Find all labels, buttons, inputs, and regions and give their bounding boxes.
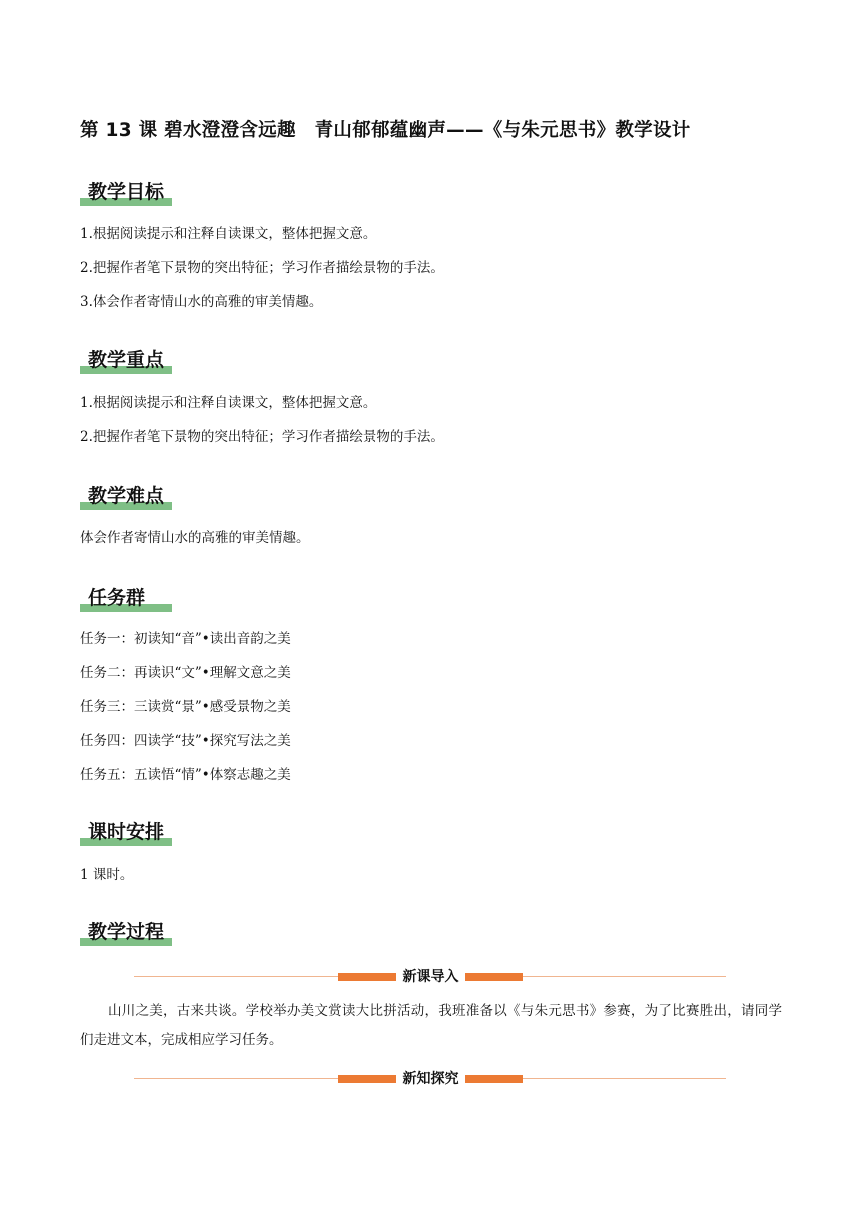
task-item: 任务一：初读知“音”•读出音韵之美 xyxy=(80,631,291,647)
divider-explore xyxy=(134,1070,726,1088)
heading-label: 课时安排 xyxy=(88,821,165,843)
objective-item: 3.体会作者寄情山水的高雅的审美情趣。 xyxy=(80,294,323,310)
divider-block xyxy=(338,973,396,981)
objective-item: 2.把握作者笔下景物的突出特征；学习作者描绘景物的手法。 xyxy=(80,260,444,276)
intro-paragraph: 山川之美，古来共谈。学校举办美文赏读大比拼活动，我班准备以《与朱元思书》参赛，为了比赛胜出，请同学们走进文本，完成相应学习任务。 xyxy=(80,1003,782,1048)
divider-caption: 新知探究 xyxy=(396,1069,465,1089)
divider-block xyxy=(465,973,523,981)
task-item: 任务三：三读赏“景”•感受景物之美 xyxy=(80,699,291,715)
divider-caption: 新课导入 xyxy=(396,967,465,987)
heading-label: 教学目标 xyxy=(88,181,165,203)
key-point-item: 1.根据阅读提示和注释自读课文，整体把握文意。 xyxy=(80,395,377,411)
key-point-item: 2.把握作者笔下景物的突出特征；学习作者描绘景物的手法。 xyxy=(80,429,444,445)
schedule-item: 1 课时。 xyxy=(80,867,134,883)
heading-label: 教学难点 xyxy=(88,485,165,507)
task-item: 任务四：四读学“技”•探究写法之美 xyxy=(80,733,291,749)
difficulty-item: 体会作者寄情山水的高雅的审美情趣。 xyxy=(80,530,310,546)
objective-item: 1.根据阅读提示和注释自读课文，整体把握文意。 xyxy=(80,226,377,242)
divider-block xyxy=(465,1075,523,1083)
task-item: 任务五：五读悟“情”•体察志趣之美 xyxy=(80,767,291,783)
divider-intro xyxy=(134,968,726,986)
divider-block xyxy=(338,1075,396,1083)
task-item: 任务二：再读识“文”•理解文意之美 xyxy=(80,665,291,681)
heading-label: 任务群 xyxy=(88,587,146,609)
heading-label: 教学过程 xyxy=(88,921,165,943)
heading-label: 教学重点 xyxy=(88,349,165,371)
document-title: 第 13 课 碧水澄澄含远趣 青山郁郁蕴幽声——《与朱元思书》教学设计 xyxy=(80,120,691,141)
